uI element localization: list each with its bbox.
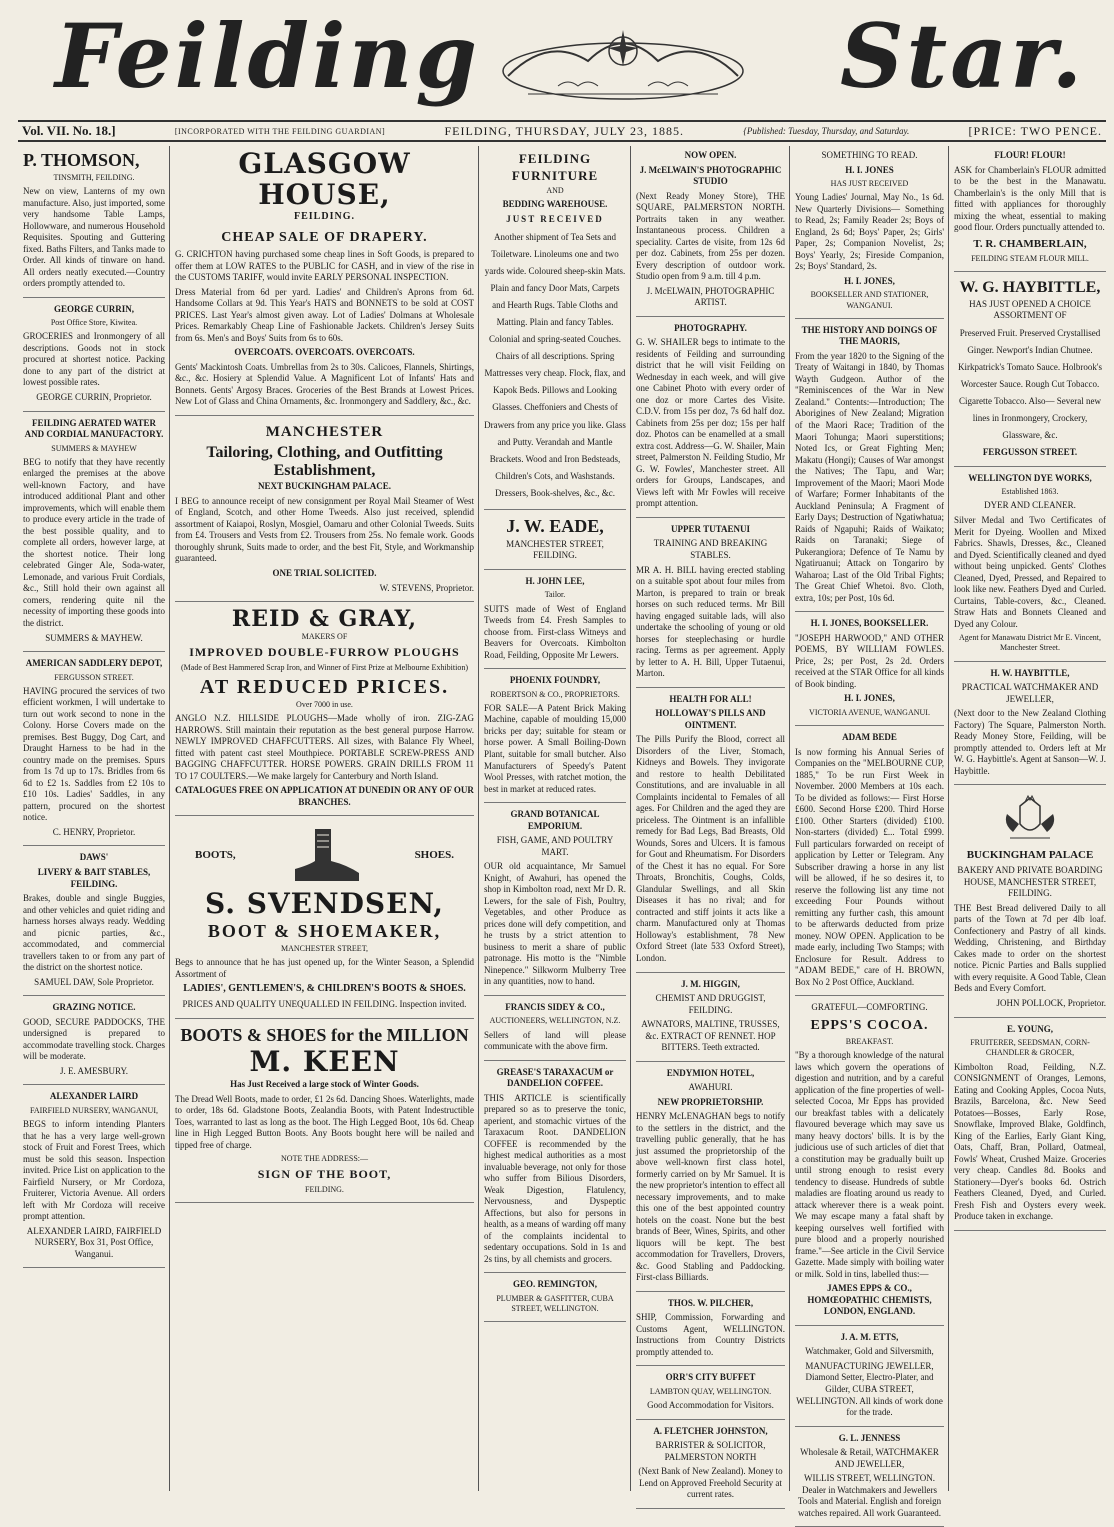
ad-something-to-read [795,146,944,319]
boots-label: BOOTS, [195,849,236,862]
ad-sign: SIGN OF THE BOOT, [257,1167,392,1182]
ad-title: THOS. W. PILCHER, [667,1297,754,1308]
ad-currin [23,300,165,412]
ad-svendsen [175,818,474,1018]
ad-body: MR A. H. BILL having erected stabling on a suitable spot about four miles from Marton, is prepared to train or break horses on such reduced terms. Mr Bill having engaged suitable lads, will also undertake the schooling of young or old horses for steeplechasing or hurdle racing. Terms as per agreement. Apply by letter to A. H. Bill, Upper Tutaenui, Marton. [636,564,785,679]
ad-subtitle: VICTORIA AVENUE, WANGANUI. [809,707,930,717]
ad-heading: NEW PROPRIETORSHIP. [657,1096,764,1107]
ad-body: (Next door to the New Zealand Clothing Factory) The Square, Palmerston North. Ready Money Store, Feilding, will be promptly attended to. Orders left at Mr W. G. Haybittle's. Agent at Sanson—W. J. Haybittle. [954,708,1106,776]
ad-subtitle: DYER AND CLEANER. [984,500,1076,511]
ad-body: The Pills Purify the Blood, correct all Disorders of the Liver, Stomach, Kidneys and Bowels. They invigorate and restore to health Debilitated Constitutions, and are invaluable in all Complaints incidental to Females of all ages. For Children and the aged they are priceless. The Ointment is an infallible remedy for Bad Legs, Bad Breasts, Old Wounds, Sores and Ulcers. It is famous for Gout and Rheumatism. For Disorders of the Chest it has no equal. For Sore Throats, Bronchitis, Coughs, Colds, Glandular Swellings, and all Skin Diseases it has no rival; and for contracted and stiff joints it acts like a charm. Manufactured only at Thomas Holloway's establishment, 78 New Oxford Street (late 533 Oxford Street), London. [636,734,785,963]
ad-body: SUITS made of West of England Tweeds from £4. Fresh Samples to choose from. First-class Witneys and Beavers for Overcoats. Kimbolton Road, Feilding, Opposite Mr Lewers. [484,603,626,660]
ad-saddlery [23,654,165,846]
ad-subtitle: Watchmaker, Gold and Silversmith, [805,1346,934,1357]
ad-address: MANCHESTER STREET, [281,943,368,953]
masthead [0,0,1114,118]
ad-body: AWNATORS, MALTINE, TRUSSES, &c. EXTRACT OF RENNET. HOP BITTERS. Teeth extracted. [641,1019,780,1053]
ad-subtitle: SUMMERS & MAYHEW [51,443,137,453]
ad-title: REID & GRAY, [231,606,418,633]
ad-signature: JOHN POLLOCK, Proprietor. [996,998,1106,1008]
ad-subtitle: Tailor. [544,590,566,600]
place-date: FEILDING, THURSDAY, JULY 23, 1885. [444,123,684,138]
ad-body: Kimbolton Road, Feilding, N.Z. CONSIGNMENT of Oranges, Lemons, Eating and Cooking Apples, Cocoa Nuts, Brazils, Barcelona, &c. New Seed Potatoes—Bosses, Early Rose, Snowflake, Improved Blake, Goldfinch, King of the Earlies, Early Giant King, Oats, Chaff, Bran, Pollard, Oatmeal, Fowls' Wheat, Crushed Maize. Groceries very cheap. Candles 8d. Books and Stationery—Dyer's books 6d. Ostrich Feathers Cleaned, Dyed, and Curled. Fresh Fish and Oysters every week. Produce taken in exchange. [954,1061,1106,1222]
ad-subtitle: AWAHURI. [688,1082,733,1093]
ad-subtitle: PLUMBER & GASFITTER, CUBA STREET, WELLINGTON. [496,1293,614,1314]
ad-title: ALEXANDER LAIRD [49,1091,139,1102]
ad-body: FOR SALE—A Patent Brick Making Machine, capable of moulding 15,000 bricks per day; suitable for steam or horse power. A Small Boiling-Down Plant, suitable for small butcher. Also Manufacturers of Speedy's Patent Wool Presses, with ratchet motion, the best in market at reduced rates. [484,702,626,794]
ad-title: GLASGOW HOUSE, [238,147,411,211]
ad-subtitle: FISH, GAME, AND POULTRY MART. [496,835,614,857]
ad-body: OUR old acquaintance, Mr Samuel Knight, of Awahuri, has opened the shop in Kimbolton road, next Mr D. R. Lewers, for the sale of Fish, Poultry, Vegetables, and other Produce as prices done will defy competition, and he trusts by a strict attention to business to merit a share of public patronage. His motto is the "Nimble Ninepence." Silkworm Mulberry Tree in any quantities, now to hand. [484,861,626,987]
ad-heading: HEALTH FOR ALL! [669,693,752,704]
royal-crest-icon [995,794,1065,844]
ad-title: FLOUR! FLOUR! [994,150,1066,160]
ad-subtitle: BARRISTER & SOLICITOR, PALMERSTON NORTH [655,1440,766,1462]
ad-title: BUCKINGHAM PALACE [966,849,1094,862]
ad-title: P. THOMSON, [23,150,140,170]
ad-subtitle: TINSMITH, FEILDING. [53,172,135,182]
ad-signature: C. HENRY, Proprietor. [52,826,136,837]
ad-subtitle: FRUITERER, SEEDSMAN, CORN-CHANDLER & GROCER, [970,1038,1090,1058]
ad-dye-works [954,469,1106,662]
ad-body: Begs to announce that he has just opened up, for the Winter Season, a Splendid Assortment of [175,957,474,979]
ad-body: From the year 1820 to the Signing of the Treaty of Waitangi in 1840, by Thomas Wayth Gudgeon. Author of the "Reminiscences of the War in New Zealand." Contents:—Introduction; The Aborigines of New Zealand; Migration of the Maori Race; Tradition of the Maori Tohunga; Maori superstitions; Noted Ics, or Great Fighting Men; Makatu (Hongi); Causes of War amongst the Natives; The Tapu, and War; Improvement of the Maori; Maori Mode of Warfare; Former Inhabitants of the Auckland Peninsula; A Fragment of Early Days; Destruction of Ngatiwhatua; Raids of Ngapuhi; Raids of Waikato; Raids on Taranaki; Siege of Pukerangiora; Defence of Te Namu by Ngatiruanui; Attack on Tongariro by Waharoa; Last of the Old Tribal Fights; The Great Chief Whetoi. 8vo. Cloth, extra, 10s; per Post, 10s 6d. [795,350,944,603]
ad-body: Sellers of land will please communicate with the above firm. [484,1029,626,1052]
shoes-label: SHOES. [414,849,454,862]
ad-subtitle: BOOKSELLER AND STATIONER, WANGANUI. [810,290,929,310]
ad-title: J. W. EADE, [506,516,604,537]
ad-title: PHOTOGRAPHY. [674,322,747,333]
ad-subtitle: HAS JUST RECEIVED [830,179,909,189]
ad-title: MANCHESTER [265,424,384,440]
ad-title: DAWS' [79,852,109,863]
ad-subtitle: FAIRFIELD NURSERY, WANGANUI, [29,1105,158,1115]
ad-title: ADAM BEDE [842,732,897,743]
ad-body: G. CRICHTON having purchased some cheap lines in Soft Goods, is prepared to offer them at LOW RATES to the PUBLIC for CASH, and in view of the rise in the CUSTOMS TARIFF, would invite EARLY PERSONAL INSPECTION. [175,249,474,283]
ad-dandelion-coffee [484,1063,626,1274]
ad-orrs-buffet [636,1368,785,1419]
ad-title: E. YOUNG, [1007,1023,1053,1034]
ad-subtitle: BREAKFAST. [845,1036,894,1046]
column-rule [789,146,790,1491]
ad-title: EPPS'S COCOA. [810,1017,929,1033]
ad-body: "By a thorough knowledge of the natural laws which govern the operations of digestion and nutrition, and by a careful application of the fine properties of well-selected Cocoa, Mr Epps has provided our breakfast tables with a delicately flavoured beverage which may save us many heavy doctors' bills. It is by the judicious use of such articles of diet that a constitution may be gradually built up until strong enough to resist every tendency to disease. Hundreds of subtle maladies are floating around us ready to attack wherever there is a weak point. We may escape many a fatal shaft by keeping ourselves well fortified with pure blood and a properly nourished frame."—See article in the Civil Service Gazette. Made simply with boiling water or milk. Sold in tins, labelled thus:— [795,1050,944,1279]
ad-title: W. G. HAYBITTLE, [959,278,1101,296]
ad-title: HOLLOWAY'S PILLS AND OINTMENT. [655,708,766,730]
ad-body: ASK for Chamberlain's FLOUR admitted to be the best in the Manawatu. Chamberlain's is the only Mill that is fitted with appliances for thoroughly mixing the wheat, essential to making good flour. Orders punctually attended to. [954,164,1106,233]
ad-heading: SOMETHING TO READ. [821,150,918,160]
volume-number: Vol. VII. No. 18.] [22,123,116,138]
ad-signature: J. McELWAIN, PHOTOGRAPHIC ARTIST. [646,285,775,308]
ad-body: Is now forming his Annual Series of Companies on the "MELBOURNE CUP, 1885," To be run First Week in November. 2000 Members at 10s each. To be divided as follows:— First Horse £600. Second Horse £200. Third Horse £100. Other Starters (divided) £100. Non-starters (divided) £... Total £999. Full particulars forwarded on receipt of application by Letter or Telegram. Any Subscriber drawing a horse in any list will be allowed, if he so desires it, to reserve the following list any time not exceeding Four Pounds without remitting any further cash, this amount to be afterwards deducted from prize money. NOW OPEN. Application to be made early, including Two Stamps; with Enclosure for Result. Address to "ADAM BEDE," care of H. BROWN, Box No 2 Post Office, Auckland. [795,746,944,987]
ad-subtitle: LIVERY & BAIT STABLES, FEILDING. [37,867,151,889]
ad-heading: NOW OPEN. [684,150,737,160]
ad-etts-jeweller [795,1328,944,1427]
ad-subtitle: LAMBTON QUAY, WELLINGTON. [649,1386,772,1396]
ad-subtitle: BOOT & SHOEMAKER, [207,921,442,942]
ad-heading: OVERCOATS. OVERCOATS. OVERCOATS. [234,347,415,358]
ad-body: I BEG to announce receipt of new consignment per Royal Mail Steamer of West of England, Scotch, and other Home Tweeds. Also just received, splendid assortment of Kaiapoi, Roslyn, Mosgiel, Oamaru and other Colonial Tweeds. Suits from £4. Trousers and Vests from £2. Trousers from 25s. No female work. Goods thoroughly shrunk, Suits made to order, and the best Fit, Style, and Workmanship guaranteed. [175,495,474,564]
ad-maori-history [795,321,944,612]
ad-heading: IMPROVED DOUBLE-FURROW PLOUGHS [189,645,460,660]
ad-title: WELLINGTON DYE WORKS, [968,472,1092,483]
ad-title: GEORGE CURRIN, [53,303,134,314]
ad-haybittle-hw [954,664,1106,786]
ad-heading: CATALOGUES FREE ON APPLICATION AT DUNEDIN OR ANY OF OUR BRANCHES. [175,785,474,807]
ad-place: FEILDING. [305,1184,344,1194]
ad-title: H. W. HAYBITTLE, [990,667,1070,678]
ad-title: S. SVENDSEN, [205,887,444,921]
ad-subtitle: TRAINING AND BREAKING STABLES. [653,538,768,560]
ad-tutaenui-stables [636,520,785,688]
ad-adam-bede [795,728,944,996]
ad-title: BOOTS & SHOES for the MILLION [180,1024,469,1045]
ad-heading: JUST RECEIVED [506,214,604,224]
ad-signature: J. E. AMESBURY. [59,1065,129,1076]
ad-subtitle: MANCHESTER STREET, FEILDING. [506,538,604,561]
column-6 [951,146,1109,1491]
ad-body: BEG to notify that they have recently enlarged the premises at the above well-known Factory, and have introduced additional Plant and other improvements, which will enable them to produce every article in the trade of the best possible quality, and to complete all orders, however large, at the shortest notice. Their long celebrated Ginger Ale, Soda-water, Lemonade, and various Fruit Cordials, &c., Still hold their own against all comers, rendering quite nil the necessity of importing these goods into the district. [23,456,165,628]
dateline [18,120,1106,142]
ad-body: Brakes, double and single Buggies, and other vehicles and quiet riding and harness horses always ready. Wedding and picnic parties, &c., accommodated, and commercial travellers taken to or from any part of the district on the shortest notice. [23,893,165,973]
ad-title: A. FLETCHER JOHNSTON, [653,1425,768,1436]
ad-heading: AT REDUCED PRICES. [199,676,450,699]
ad-body: BEGS to inform intending Planters that he has a very large well-grown stock of Fruit and Forest Trees, which must be sold this season. Inspection invited. Price List on application to the Fairfield Nursery, or Mr Cordoza, Fruiterer, Victoria Avenue. All orders left with Mr Cordoza will receive prompt attention. [23,1119,165,1222]
ad-heading: CHEAP SALE OF DRAPERY. [221,230,428,246]
publication-days: {Published: Tuesday, Thursday, and Saturday. [743,126,910,136]
ad-note: Over 7000 in use. [296,700,353,710]
ad-title: H. I. JONES, [844,275,895,286]
ad-signature: W. STEVENS, Proprietor. [379,582,474,593]
ad-epps-cocoa [795,998,944,1326]
ad-title: GRAZING NOTICE. [52,1002,136,1013]
ad-eade [484,512,626,570]
column-1 [20,146,168,1491]
ad-pilcher [636,1294,785,1367]
ad-daws-stables [23,848,165,996]
ad-furniture [484,146,626,510]
ad-keen-boots [175,1021,474,1204]
ad-endymion-hotel [636,1064,785,1292]
ad-photography [636,319,785,518]
ad-established: Established 1863. [1001,487,1059,497]
ad-jenness [795,1429,944,1527]
ad-young-fruiterer [954,1020,1106,1231]
column-rule [630,146,631,1491]
ad-subtitle: HAS JUST OPENED A CHOICE ASSORTMENT OF [969,298,1091,321]
ad-list: Preserved Fruit. Preserved Crystallised Ginger. Newport's Indian Chutnee. Kirkpatrick's Tomato Sauce. Holbrook's Worcester Sauce. Rough Cut Tobacco. Cigarette Tobacco. Also— Several new lines in Ironmongery, Crockery, Glassware, &c. [958,327,1102,441]
boots-banner [175,821,474,889]
ad-subtitle: FEILDING. [294,210,355,222]
ad-title: GEO. REMINGTON, [512,1279,598,1290]
ad-subtitle: MAKERS OF [301,632,348,642]
ad-thomson [23,146,165,298]
ad-holloway [636,690,785,973]
ad-body: Good Accommodation for Visitors. [647,1400,774,1411]
ad-subtitle: AUCTIONEERS, WELLINGTON, N.Z. [489,1016,621,1026]
ad-reid-gray [175,604,474,816]
ad-title: H. JOHN LEE, [525,575,585,586]
masthead-title-right: Star. [840,4,1086,108]
ad-flour [954,146,1106,272]
ad-body: GROCERIES and Ironmongery of all descriptions. Goods not in stock procured at shortest notice. Packing done to any part of the district at lowest possible rates. [23,331,165,388]
column-rule [478,146,479,1491]
ad-lee-tailor [484,572,626,669]
incorporated-note: [INCORPORATED WITH THE FEILDING GUARDIAN] [174,126,386,136]
ad-heading: GRATEFUL—COMFORTING. [811,1002,928,1013]
ad-signature: SUMMERS & MAYHEW. [45,632,143,643]
ad-signature: T. R. CHAMBERLAIN, [973,237,1087,250]
ad-body: New on view, Lanterns of my own manufacture. Also, just imported, some very handsome Table Lamps, Hollowware, and numerous Household Requisites. Spouting and Guttering fixed. Baths Filters, and Tanks made to Order. All kinds of tinware on hand. All orders neatly executed.—Country orders promptly attended to. [23,186,165,289]
ad-body: Silver Medal and Two Certificates of Merit for Dyeing. Woollen and Mixed Fabrics. Shawls, Dresses, &c., Cleaned and Dyed. Scientifically cleaned and dyed without being unpicked. Gents' Clothes Cleaned, Dyed, Pressed, and Repaired to look like new. Feathers Dyed and Curled. Curtains, Table-covers, &c., Cleaned. Straw Hats and Bonnets Cleaned and Dyed any Colour. [954,514,1106,629]
ad-body: Young Ladies' Journal, May No., 1s 6d. New Quarterly Divisions— Something to Read, 2s; Family Reader 2s; Boys of England, 2s 6d; Boys' Paper, 2s; Girls' Paper, 2s; Companion Novelist, 2s; Boys' Yearly, 2s; Fireside Companion, 2s; Boys' Standard, 2s. [795,192,944,272]
ad-body: The Dread Well Boots, made to order, £1 2s 6d. Dancing Shoes. Waterlights, made to order, 18s 6d. Gladstone Boots, Zealandia Boots, with Patent Indestructible Toes, warranted to last as long as the boot. The High Legged Boot, 10s 6d. Cheap line in High Legged Button Boots. Any Boots bought here will be nailed and tipped free of charge. [175,1093,474,1150]
ad-title: ORR'S CITY BUFFET [665,1372,756,1383]
ad-body: THE Best Bread delivered Daily to all parts of the Town at 7d per 4lb loaf. Confectionery and Pastry of all kinds. Wedding, Christening, and Birthday Cakes made to order on the shortest notice. Picnic Parties and Balls supplied with every requisite. A Good Table, Clean Beds and Every Comfort. [954,902,1106,994]
column-rule [169,146,170,1491]
ad-name: M. KEEN [249,1045,400,1079]
ad-body: SHIP, Commission, Forwarding and Customs Agent, WELLINGTON. Instructions from Country Districts promptly attended to. [636,1312,785,1357]
ad-body: WILLIS STREET, WELLINGTON. Dealer in Watchmakers and Jewellers Tools and Material. English and foreign watches repaired. All work Guaranteed. [797,1473,942,1518]
ad-and: AND [546,186,564,196]
ad-subtitle: BAKERY AND PRIVATE BOARDING HOUSE, MANCHESTER STREET, FEILDING. [957,865,1103,899]
ad-title: GREASE'S TARAXACUM or DANDELION COFFEE. [496,1066,614,1089]
column-2 [172,146,477,1491]
ad-body: (Next Ready Money Store), THE SQUARE, PALMERSTON NORTH. Portraits taken in any weather. Instantaneous process. Children a speciality. Cartes de visite, from 12s 6d per doz. Cabinets, from 25s per dozen. Every description of outdoor work. Studio open from 9 a.m. till 4 p.m. [636,190,785,282]
ad-signature: ALEXANDER LAIRD, FAIRFIELD NURSERY, Box 31, Post Office, Wanganui. [26,1225,162,1259]
ad-body: ANGLO N.Z. HILLSIDE PLOUGHS—Made wholly of iron. ZIG-ZAG HARROWS. Still maintain their reputation as the best general purpose Harrow. NEWLY IMPROVED CHAFFCUTTERS. All sizes, with Balance Fly Wheel, fitted with patent cast steel Mouthpiece. PORTABLE SCREW-PRESS AND BAGGING CHAFFCUTTER. HORSE POWERS. GRAIN DRILLS FROM 11 TO 17 COULTERS.—We make largely for Canterbury and North Island. [175,713,474,781]
ad-body: THIS ARTICLE is scientifically prepared so as to preserve the tonic, aperient, and stomachic virtues of the Taraxacum Root. DANDELION COFFEE is recommended by the highest medical authorities as a most invaluable beverage, not only for those who suffer from Bilious Disorders, Weak Digestion, Flatulency, Nervousness, and Dyspeptic Affections, but also for persons in health, as a means of warding off many of the complaints incidental to sedentary occupations. Sold in 1s and 2s tins, by all chemists and grocers. [484,1092,626,1264]
column-rule [948,146,949,1491]
ad-body: HAVING procured the services of two efficient workmen, I will undertake to turn out work second to none in the Colony. Horse Covers made on the premises. Best Buggy, Dog Cart, and Draught Harness to be had in the country made on the premises. Spurs from 1s 7d up to 17s. Bridles from 6s 6d to £2 1s. Saddles from £2 10s to £10 10s. Ladies' Saddles, in any pattern, procured on the shortest notice. [23,685,165,823]
ad-note: PRICES AND QUALITY UNEQUALLED IN FEILDING. Inspection invited. [182,999,467,1010]
ad-body: GOOD, SECURE PADDOCKS, THE undersigned is prepared to accommodate travelling stock. Charges will be moderate. [23,1016,165,1062]
ad-title: FRANCIS SIDEY & CO., [505,1001,605,1012]
ad-aerated-water [23,414,165,653]
ad-title: H. I. JONES, BOOKSELLER. [810,618,929,629]
ad-address-label: NOTE THE ADDRESS:— [281,1154,368,1164]
masthead-title-left: Feilding [55,4,480,108]
column-4 [633,146,788,1500]
ad-list: Dress Material from 6d per yard. Ladies' and Children's Aprons from 6d. Handsome Collars at 9d. This Year's HATS and BONNETS to be sold at COST PRICES. Last Year's almost given away. Lot of Ladies' Dolmans at Wholesale Prices. Remarkably Cheap Line of Fashionable Jackets. Children's Jersey Suits from 6s. Men's and Boys' Suits from 6s to 60s. [175,286,474,343]
ad-sidey [484,998,626,1061]
ad-title: THE HISTORY AND DOINGS OF THE MAORIS, [801,324,938,347]
ad-jones-poems [795,614,944,726]
ad-note: (Made of Best Hammered Scrap Iron, and Winner of First Prize at Melbourne Exhibition) [180,662,468,672]
ad-title: G. L. JENNESS [838,1432,901,1443]
ad-subtitle: Has Just Received a large stock of Winter Goods. [230,1079,419,1090]
ad-subtitle: Wholesale & Retail, WATCHMAKER AND JEWELLER, [800,1447,939,1469]
ad-title: H. I. JONES, [844,693,895,704]
column-5 [792,146,947,1518]
boot-icon [285,825,365,885]
ad-body: G. W. SHAILER begs to intimate to the residents of Feilding and surrounding district that he will visit Feilding on Wednesday in each week, and will give one Cabinet Photo with every order of one doz or more Cartes des Visite. C.D.V. from 15s per doz, 7s 6d half doz. Cabinets from 25s per doz; 15s per half doz. Photos can be enamelled at a small extra cost. Address—G. W. Shailer, Main street, Palmerston N. Feilding Studio, Mr G. W. Fowles', Manchester street. All orders for Groups, Landscapes, and Views left with Mr Fowles will receive prompt attention. [636,337,785,509]
ad-subtitle: Tailoring, Clothing, and Outfitting Establishment, [206,444,443,479]
ad-body: MANUFACTURING JEWELLER, Diamond Setter, Electro-Plater, and Gilder, CUBA STREET, WELLINGTON. All kinds of work done for the trade. [796,1360,943,1418]
ad-heading: NEXT BUCKINGHAM PALACE. [258,481,391,492]
ad-title: FEILDING FURNITURE [511,151,599,183]
ad-body: HENRY McLENAGHAN begs to notify to the settlers in the district, and the travelling public generally, that he has just assumed the proprietorship of the above well-known first class hotel, formerly carried on by Mr Samuel. It is the new proprietor's intention to effect all necessary improvements, and to make this one of the best appointed country hotels on the coast. None but the best brands of Beer, Wines, Spirits, and other liquors will be kept. The best accommodation for Travellers, Drovers, &c. Good Stabling and Paddocking. First-class Billiards. [636,1111,785,1283]
ad-signature: GEORGE CURRIN, Proprietor. [36,392,152,402]
ad-subtitle: ROBERTSON & CO., PROPRIETORS. [490,689,620,699]
ad-signature: JAMES EPPS & CO., HOMŒOPATHIC CHEMISTS, LONDON, ENGLAND. [807,1283,932,1317]
ad-buckingham-palace [954,787,1106,1017]
ad-subtitle: PRACTICAL WATCHMAKER AND JEWELLER, [961,682,1099,704]
ad-phoenix-foundry [484,671,626,803]
ad-title: GRAND BOTANICAL EMPORIUM. [510,809,600,831]
ad-title: J. M. HIGGIN, [681,978,740,989]
ad-mcelwain [636,146,785,317]
ad-title: UPPER TUTAENUI [671,523,750,534]
ad-laird-nursery [23,1087,165,1268]
ad-signature: SAMUEL DAW, Sole Proprietor. [34,976,154,987]
ad-manchester-tailoring [175,418,474,602]
ad-subtitle: CHEMIST AND DRUGGIST, FEILDING. [655,993,766,1015]
ad-subtitle: FERGUSSON STREET. [54,672,134,682]
ad-subtitle: BEDDING WAREHOUSE. [502,199,608,210]
ad-title: FEILDING AERATED WATER AND CORDIAL MANUFACTORY. [24,417,164,440]
ad-body: (Next Bank of New Zealand). Money to Lend on Approved Freehold Security at current rates. [638,1466,783,1500]
ad-botanical-emporium [484,805,626,996]
masthead-emblem-icon [468,16,778,106]
ad-glasgow-house [175,146,474,416]
ad-list: Gents' Mackintosh Coats. Umbrellas from 2s to 30s. Calicoes, Flannels, Shirtings, &c., &c. Hosiery at Splendid Value. A Magnificent Lot of Infants' Hats and Bonnets. Gents' Argosy Braces. Groceries of the Best Brands at Lowest Prices. New Lot of Glass and China Ornaments, &c. Ironmongery and Saddlery, &c., &c. [175,361,474,407]
ad-address: FERGUSSON STREET. [982,447,1078,458]
ad-title: AMERICAN SADDLERY DEPOT, [25,658,163,669]
ad-title: H. I. JONES [845,164,894,175]
ad-fletcher-johnston [636,1422,785,1509]
ad-title: J. McELWAIN'S PHOTOGRAPHIC STUDIO [639,164,782,187]
ad-body: "JOSEPH HARWOOD," AND OTHER POEMS, BY WILLIAM FOWLES. Price, 2s; per Post, 2s 2d. Orders received at the STAR Office for all kinds of Book binding. [795,632,944,689]
ad-list: Another shipment of Tea Sets and Toiletware. Linoleums one and two yards wide. Coloured sheep-skin Mats. Plain and fancy Door Mats, Carpets and Hearth Rugs. Table Cloths and Matting. Plain and fancy Tables. Colonial and spring-seated Couches. Chairs of all descriptions. Spring Mattresses very cheap. Flock, flax, and Kapok Beds. Pillows and Looking Glasses. Cheffoniers and Chests of Drawers from any price you like. Glass and Putty. Verandah and Mantle Brackets. Wood and Iron Bedsteads, Children's Cots, and Washstands. Dressers, Book-shelves, &c., &c. [484,231,626,498]
ad-heading: LADIES', GENTLEMEN'S, & CHILDREN'S BOOTS & SHOES. [183,983,466,995]
ad-higgin-chemist [636,975,785,1062]
ad-subtitle: FEILDING STEAM FLOUR MILL. [971,253,1089,263]
column-3 [481,146,629,1491]
ad-title: PHOENIX FOUNDRY, [509,675,601,686]
ad-haybittle-wg [954,274,1106,467]
ad-grazing [23,998,165,1085]
ad-heading: ONE TRIAL SOLICITED. [272,567,377,578]
price: [PRICE: TWO PENCE. [968,123,1102,138]
ad-title: ENDYMION HOTEL, [666,1067,755,1078]
ad-remington [484,1275,626,1322]
ad-subtitle: Post Office Store, Kiwitea. [50,318,138,328]
ad-agent: Agent for Manawatu District Mr E. Vincent, Manchester Street. [958,633,1101,653]
ad-title: J. A. M. ETTS, [840,1331,899,1342]
